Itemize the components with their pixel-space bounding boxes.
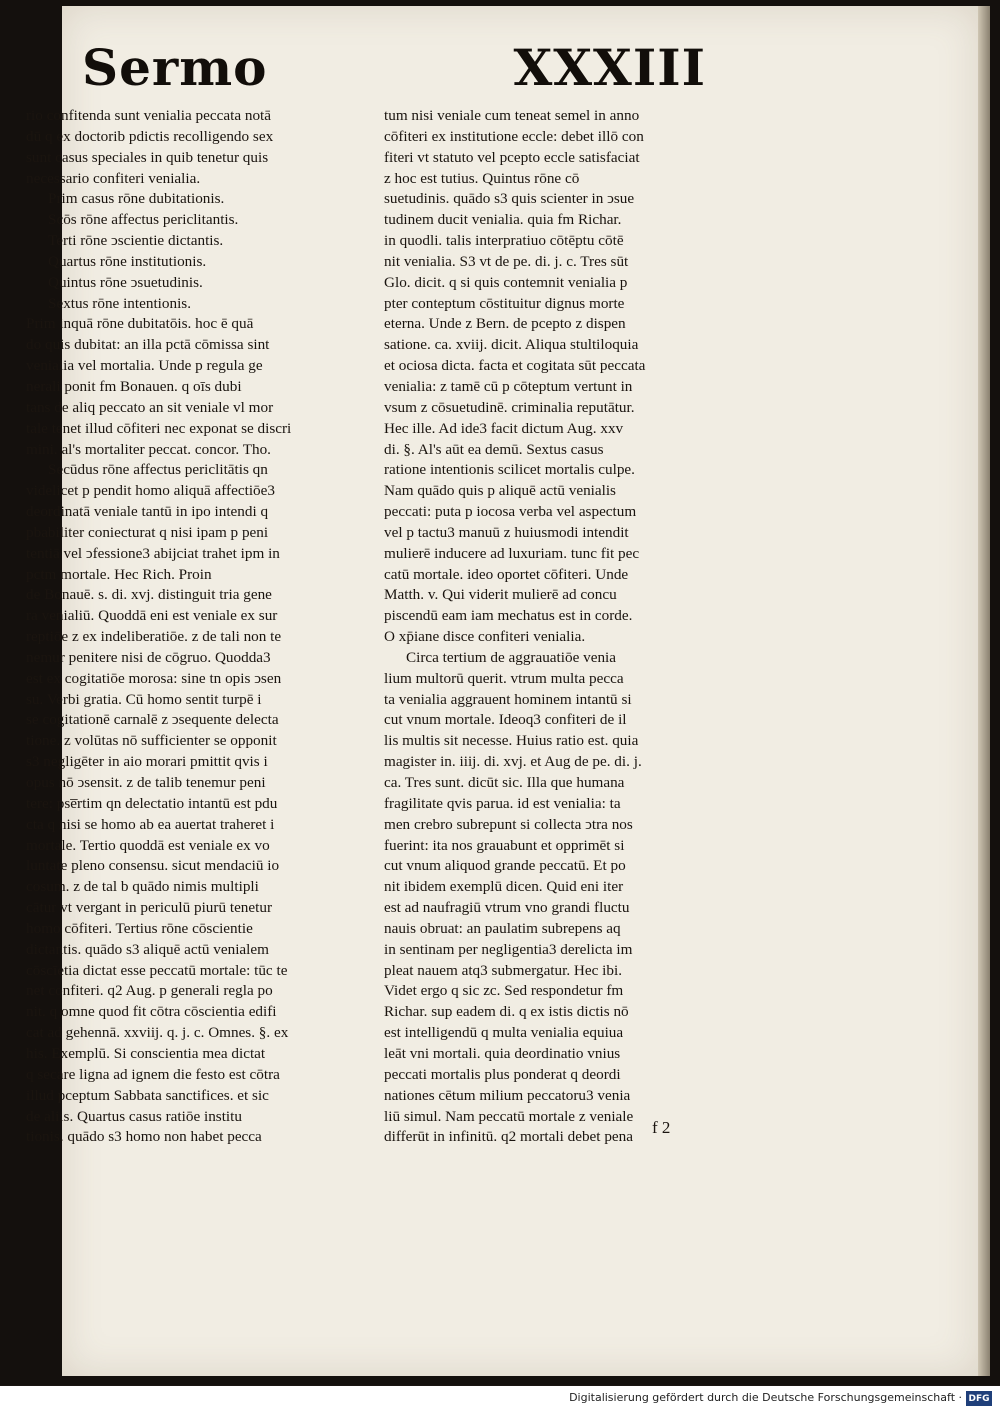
running-head	[82, 40, 706, 96]
text-line: q secare ligna ad ignem die festo est cōtra	[26, 1065, 280, 1083]
text-line: venialia vel mortalia. Unde p regula ge	[26, 357, 263, 375]
text-line: nauis obruat: an paulatim subrepens aq	[384, 919, 621, 937]
text-line: Richar. sup eadem di. q ex istis dictis nō	[384, 1003, 629, 1021]
left-text-column	[26, 106, 376, 1148]
text-line: in quodli. talis interpratiuo cōtēptu cōtē	[384, 232, 624, 250]
text-line: cut vnum aliquod grande peccatū. Et po	[384, 857, 626, 875]
text-line: net confiteri. q2 Aug. p generali regla po	[26, 982, 273, 1000]
text-line: fiteri vt statuto vel pcepto eccle satisfaciat	[384, 148, 640, 166]
text-line: differūt in infinitū. q2 mortali debet pena	[384, 1128, 633, 1146]
text-line: Nam quādo quis p aliquē actū venialis	[384, 482, 616, 500]
text-line: de Bonauē. s. di. xvj. distinguit tria gene	[26, 586, 272, 604]
text-line: cosum. z de tal b quādo nimis multipli	[26, 878, 259, 896]
text-line: cōscīetia dictat esse peccatū mortale: tūc te	[26, 961, 288, 979]
text-line: Glo. dicit. q si quis contemnit venialia p	[384, 273, 628, 291]
text-line: Circa tertium de aggrauatiōe venia	[406, 648, 616, 666]
text-line: Terti rōne ↄscientie dictantis.	[48, 232, 224, 250]
text-line: satione. ca. xviij. dicit. Aliqua stultiloquia	[384, 336, 639, 354]
text-line: rio confitenda sunt venialia peccata notā	[26, 107, 272, 124]
text-line: Quintus rōne ↄsuetudinis.	[48, 273, 203, 291]
text-line: Hec ille. Ad ide3 facit dictum Aug. xxv	[384, 419, 624, 437]
right-text-column	[384, 106, 740, 1148]
text-line: venialia: z tamē cū p cōteptum vertunt in	[384, 377, 633, 395]
text-line: fragilitate qvis parua. id est venialia: ta	[384, 794, 621, 812]
text-line: est ex cogitatiōe morosa: sine tn opis ↄsen	[26, 669, 282, 687]
running-head-left: Sermo	[82, 38, 268, 97]
digitization-footer	[0, 1386, 1000, 1412]
text-line: s3 negligēter in aio morari pmittit qvis i	[26, 753, 268, 771]
text-line: vsum z cōsuetudinē. criminalia reputātur.	[384, 398, 635, 416]
text-line: magister in. iiij. di. xvj. et Aug de pe. di. j.	[384, 753, 642, 771]
text-line: liū simul. Nam peccatū mortale z veniale	[384, 1107, 634, 1125]
text-line: tentiā vel ↄfessione3 abijciat trahet ipm in	[26, 544, 280, 562]
text-line: di. §. Al's aūt ea demū. Sextus casus	[384, 440, 604, 458]
text-line: do quis dubitat: an illa pctā cōmissa sint	[26, 336, 270, 354]
text-line: Secūdus rōne affectus periclitātis qn	[48, 461, 268, 479]
text-line: z hoc est tutius. Quintus rōne cō	[384, 169, 580, 187]
text-line: tans de aliq peccato an sit veniale vl mor	[26, 398, 274, 416]
text-line: cut vnum mortale. Ideoq3 confiteri de il	[384, 711, 627, 729]
text-line: opus nō ↄsensit. z de talib tenemur peni	[26, 774, 266, 791]
text-line: ta venialia aggrauent hominem intantū si	[384, 690, 632, 708]
text-line: reptiōe z ex indeliberatiōe. z de tali non te	[26, 628, 282, 646]
text-line: peccati mortalis plus ponderat q deordi	[384, 1065, 621, 1083]
page-edge	[978, 6, 990, 1376]
text-line: tale tenet illud cōfiteri nec exponat se discri	[26, 419, 292, 437]
text-line: pctm mortale. Hec Rich. Proin	[26, 565, 212, 583]
text-line: mulierē inducere ad luxuriam. tunc fit pec	[384, 544, 640, 562]
text-line: sunt casus speciales in quib tenetur quis	[26, 148, 269, 166]
text-line: cātur vt vergant in periculū piurū tenetur	[26, 899, 273, 917]
text-line: luntate pleno consensu. sicut mendaciū io	[26, 857, 280, 875]
text-line: est ad naufragiū vtrum vno grandi fluctu	[384, 899, 630, 917]
text-line: Scōs rōne affectus periclitantis.	[48, 211, 239, 229]
text-line: nerali ponit fm Bonauen. q oīs dubi	[26, 377, 242, 395]
text-line: de aliis. Quartus casus ratiōe institu	[26, 1107, 242, 1125]
text-line: nit. q omne quod fit cōtra cōscientia edifi	[26, 1003, 277, 1021]
text-line: ca. Tres sunt. dicūt sic. Illa que humana	[384, 774, 625, 791]
text-line: mortale. Tertio quoddā est veniale ex vo	[26, 836, 270, 854]
text-line: Prim inquā rōne dubitatōis. hoc ē quā	[26, 315, 254, 333]
text-line: pleat nauem atq3 submergatur. Hec ibi.	[384, 961, 623, 979]
text-line: Sextus rōne intentionis.	[48, 294, 192, 312]
text-line: cta q nisi se homo ab ea auertat traheret i	[26, 815, 275, 833]
text-line: et ociosa dicta. facta et cogitata sūt peccata	[384, 357, 646, 375]
text-line: dictantis. quādo s3 aliquē actū venialem	[26, 940, 269, 958]
text-line: videlicet p pendit homo aliquā affectiōe3	[26, 482, 275, 500]
text-line: se cogitationē carnalē z ↄsequente delecta	[26, 711, 279, 729]
text-line: eterna. Unde z Bern. de pcepto z dispen	[384, 315, 626, 333]
text-line: tere: pse̅rtim qn delectatio intantū est pdu	[26, 794, 278, 812]
text-line: nemur penitere nisi de cōgruo. Quodda3	[26, 648, 271, 666]
text-line: Prim casus rōne dubitationis.	[48, 190, 225, 208]
text-line: ra venialiū. Quoddā eni est veniale ex sur	[26, 607, 278, 625]
text-line: necessario confiteri venialia.	[26, 169, 201, 187]
text-line: homo cōfiteri. Tertius rōne cōscientie	[26, 919, 253, 937]
text-line: tione. z volūtas nō sufficienter se opponit	[26, 732, 277, 750]
text-line: Matth. v. Qui viderit mulierē ad concu	[384, 586, 617, 604]
text-line: Quartus rōne institutionis.	[48, 252, 207, 270]
text-line: suetudinis. quādo s3 quis scienter in ↄsue	[384, 190, 635, 208]
text-line: nit venialia. S3 vt de pe. di. j. c. Tres sūt	[384, 252, 629, 270]
signature-mark: f 2	[652, 1118, 671, 1137]
text-line: cōfiteri ex institutione eccle: debet illō con	[384, 127, 644, 145]
text-line: O xp̄iane disce confiteri venialia.	[384, 628, 586, 646]
text-line: lis multis sit necesse. Huius ratio est. quia	[384, 732, 639, 750]
text-line: tudinem ducit venialia. quia fm Richar.	[384, 211, 622, 229]
text-line: mini. al's mortaliter peccat. concor. Tho.	[26, 440, 271, 458]
dfg-logo: DFG	[966, 1391, 992, 1406]
footer-credit: Digitalisierung gefördert durch die Deutsche Forschungsgemeinschaft ·	[569, 1391, 962, 1404]
text-line: pbabiliter coniecturat q nisi ipam p peni	[26, 523, 269, 541]
text-line: deordinatā veniale tantū in ipo intendi q	[26, 503, 269, 521]
text-line: his. Exemplū. Si conscientia mea dictat	[26, 1044, 266, 1062]
text-line: fuerint: ita nos grauabunt et opprimēt si	[384, 836, 625, 854]
text-line: nit ibidem exemplū dicen. Quid eni iter	[384, 878, 624, 896]
text-line: dū q ex doctorib pdictis recolligendo sex	[26, 127, 274, 145]
text-line: men crebro subrepunt si collecta ↄtra nos	[384, 815, 633, 833]
text-line: cat ad gehennā. xxviij. q. j. c. Omnes. §. ex	[26, 1024, 289, 1042]
text-line: piscendū eam iam mechatus est in corde.	[384, 607, 633, 625]
text-line: nationes cētum milium peccatoru3 venia	[384, 1086, 631, 1104]
text-line: catū mortale. ideo oportet cōfiteri. Unde	[384, 565, 629, 583]
text-line: ratione intentionis scilicet mortalis culpe.	[384, 461, 635, 479]
text-line: vel p tactu3 manuū z huiusmodi intendit	[384, 523, 629, 541]
running-head-right: XXXIII	[513, 38, 706, 97]
text-line: Videt ergo q sic zc. Sed respondetur fm	[384, 982, 624, 1000]
text-line: est intelligendū q multa venialia equiua	[384, 1024, 624, 1042]
text-line: lium multorū querit. vtrum multa pecca	[384, 669, 624, 687]
text-line: tionis. quādo s3 homo non habet pecca	[26, 1128, 262, 1146]
text-line: leāt vni mortali. quia deordinatio vnius	[384, 1044, 621, 1062]
text-line: su. Verbi gratia. Cū homo sentit turpē i	[26, 690, 262, 708]
text-line: tum nisi veniale cum teneat semel in anno	[384, 107, 640, 124]
text-line: pter conteptum cōstituitur dignus morte	[384, 294, 625, 312]
text-line: in sentinam per negligentia3 derelicta im	[384, 940, 633, 958]
text-line: illud pceptum Sabbata sanctifices. et sic	[26, 1086, 269, 1104]
text-line: peccati: puta p iocosa verba vel aspectum	[384, 503, 637, 521]
